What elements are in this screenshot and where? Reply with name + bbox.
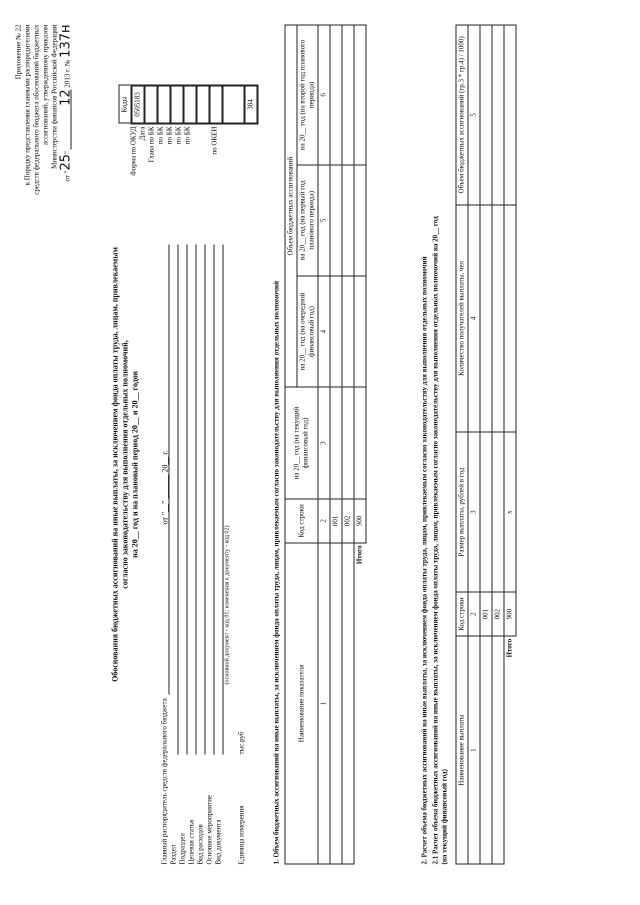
- s2-num-row: 1 2 3 4 5: [468, 25, 480, 864]
- section1-table: [285, 25, 367, 865]
- appendix-line-5: Министерства финансов Российской Федерации: [50, 24, 59, 169]
- bk4-cell: [210, 86, 223, 124]
- field-row-6: Вид документа: [215, 245, 224, 865]
- fields-block: [161, 245, 247, 865]
- field-row-3: Целевая статья: [188, 245, 197, 865]
- s2-col-name: Наименование выплаты: [456, 636, 468, 864]
- document-title: Обоснования бюджетных ассигнований на иные выплаты, за исключением фонда оплаты труда, лицам, привлекаемым согласно законодательству для выполнения отдельных полномочий, на 20__ год и на плановый период 20__ и 20__ годов: [110, 247, 140, 682]
- table-row: 001: [480, 25, 492, 864]
- s1-col-name: Наименование показателя: [285, 543, 318, 864]
- s1-total-row: Итого 900: [354, 25, 366, 864]
- codes-header: Коды: [119, 86, 132, 124]
- s1-col-group: Объем бюджетных ассигнований: [285, 25, 297, 387]
- appendix-line-3: средств федерального бюджета обоснований бюджетных: [32, 24, 41, 195]
- section2-subtitle: 2.1 Расчет объема бюджетных ассигнований на иные выплаты, за исключением фонда оплаты труда, лицам, привлекаемым согласно законодательству для выполнения отдельных полномочий на 20__ год (на текущий финансовый год): [431, 216, 449, 865]
- appendix-block: [15, 25, 73, 295]
- bk3-cell: [197, 86, 210, 124]
- table-row: 002: [492, 25, 504, 864]
- s1-col-code: Код строки: [285, 499, 318, 543]
- section2-title: 2. Расчет объема бюджетных ассигнований на иные выплаты, за исключением фонда оплаты труда, лицам, привлекаемым согласно законодательству для выполнения отдельных полномочий: [420, 256, 429, 865]
- handwritten-number: 137н: [58, 24, 74, 58]
- bk2-cell: [184, 86, 197, 124]
- table-row: 002: [342, 25, 354, 864]
- unit-row: Единица измерения тыс.руб: [237, 731, 246, 865]
- date-line: от "__" ______ 20__ г.: [160, 450, 170, 525]
- s2-col-count: Количество получателей выплаты, чел: [456, 205, 468, 433]
- rotated-document-page: [1, 0, 640, 905]
- codes-table: [119, 85, 259, 125]
- s1-col-current: на 20__ год (на текущий финансовый год): [285, 387, 318, 498]
- table-row: 001: [330, 25, 342, 864]
- s2-col-volume: Объем бюджетных ассигнований (гр.3 * гр.4) / 1000): [456, 25, 468, 205]
- s2-col-code: Код строки: [456, 592, 468, 636]
- section2-table: [456, 25, 517, 865]
- okei-code-cell: 384: [245, 86, 258, 124]
- codes-labels: Форма по ОКУД Дата Глава по БК по БК по БК по БК по БК по ОКЕИ: [129, 126, 219, 176]
- s1-col-next: на 20__ год (на очередной финансовый год): [297, 276, 318, 387]
- field-row-2: Подраздел: [179, 245, 188, 865]
- s1-num-row: 1 2 3 4 5 6: [318, 25, 330, 864]
- section2-table-wrap: [456, 25, 517, 865]
- codes-box: [119, 85, 259, 125]
- s1-col-first: на 20__ год (на первый год планового периода): [297, 165, 318, 276]
- glava-cell: [158, 86, 171, 124]
- s1-col-second: на 20__ год (на второй год планового периода): [297, 25, 318, 165]
- handwritten-day: 25: [58, 153, 74, 171]
- appendix-line-2: к Порядку представления главными распорядителями: [23, 24, 32, 186]
- section1-table-wrap: [285, 25, 367, 865]
- field-row-0: Главный распорядитель средств федерального бюджета: [161, 245, 170, 865]
- field-row-4: Вид расходов: [197, 245, 206, 865]
- blank-cell: [223, 86, 245, 124]
- appendix-line-4: ассигнований, утвержденному приказом: [41, 24, 50, 146]
- appendix-line-1: Приложение № 22: [14, 24, 23, 80]
- field-row-1: Раздел: [170, 245, 179, 865]
- handwritten-month: 12: [62, 89, 72, 149]
- s2-total-row: Итого 900 x: [504, 25, 516, 864]
- bk1-cell: [171, 86, 184, 124]
- doc-type-hint: (основной документ - код 01; изменения к документу - код 02): [224, 525, 231, 685]
- appendix-line-6: от "25" 12 2013 г. № 137н: [58, 24, 74, 182]
- form-code-cell: 0505183: [132, 86, 145, 124]
- date-cell: [145, 86, 158, 124]
- field-row-5: Основное мероприятие: [206, 245, 215, 865]
- section1-title: 1. Объем бюджетных ассигнований на иные выплаты, за исключением фонда оплаты труда, лицам, привлекаемым согласно законодательству для выполнения отдельных полномочий: [272, 280, 281, 865]
- s2-col-size: Размер выплаты, рублей в год: [456, 432, 468, 592]
